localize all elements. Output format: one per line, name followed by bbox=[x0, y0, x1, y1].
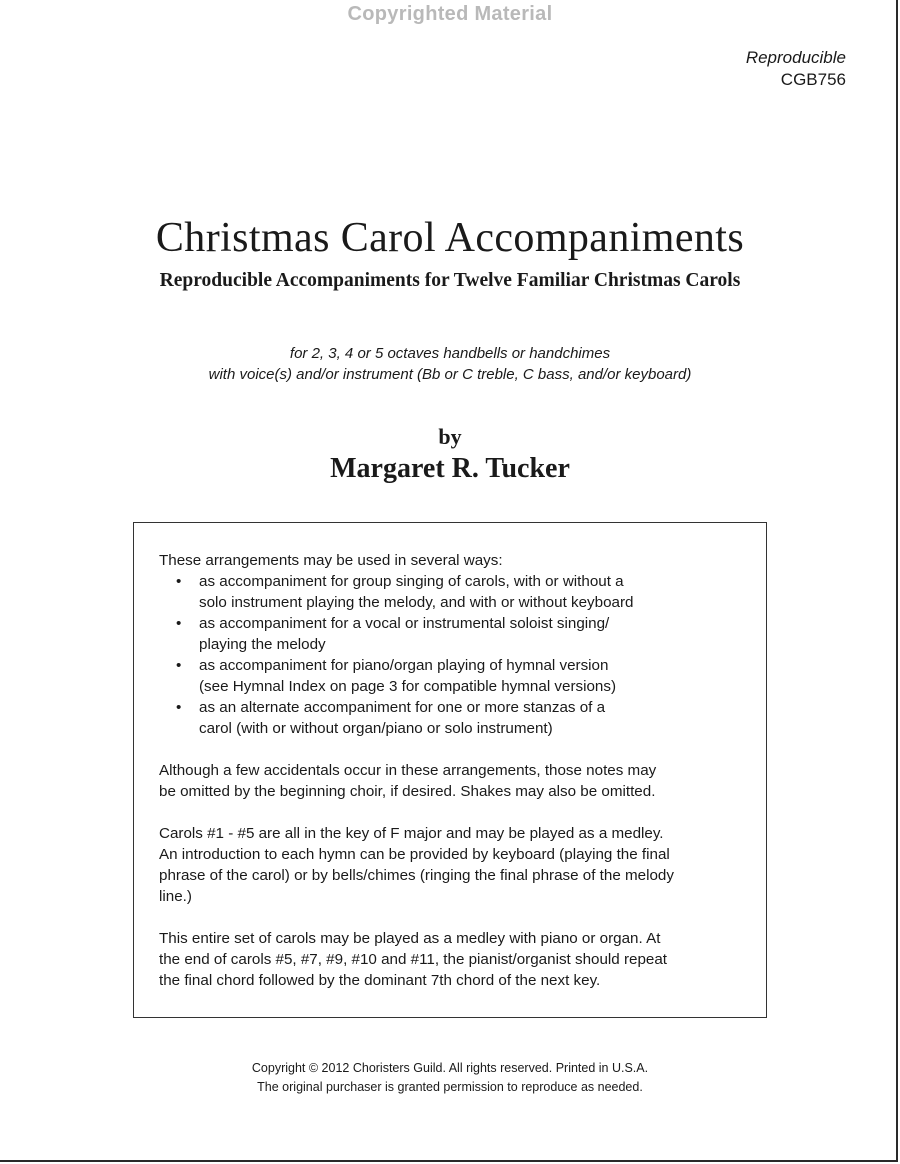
list-item-line: (see Hymnal Index on page 3 for compatible hymnal versions) bbox=[199, 678, 617, 695]
list-item bbox=[159, 613, 749, 655]
medley-key-note bbox=[159, 823, 749, 907]
page-title: Christmas Carol Accompaniments bbox=[155, 215, 745, 261]
by-label: by bbox=[438, 424, 462, 449]
accidentals-note bbox=[159, 760, 749, 802]
notes-box bbox=[133, 522, 767, 1018]
notes-intro: These arrangements may be used in several ways: bbox=[159, 552, 503, 569]
bullet-icon: • bbox=[176, 573, 182, 590]
medley-key-line-2: An introduction to each hymn can be provided by keyboard (playing the final bbox=[159, 846, 670, 863]
list-item-line: as an alternate accompaniment for one or more stanzas of a bbox=[199, 699, 606, 716]
copyright-line-2: The original purchaser is granted permission to reproduce as needed. bbox=[257, 1080, 643, 1094]
bullet-icon: • bbox=[176, 699, 182, 716]
accidentals-line-2: be omitted by the beginning choir, if desired. Shakes may also be omitted. bbox=[159, 783, 656, 800]
list-item-line: as accompaniment for group singing of carols, with or without a bbox=[199, 573, 624, 590]
reproducible-label: Reproducible bbox=[745, 48, 846, 67]
copyright-watermark: Copyrighted Material bbox=[347, 3, 553, 25]
accidentals-line-1: Although a few accidentals occur in these arrangements, those notes may bbox=[159, 762, 657, 779]
scoring-line-1: for 2, 3, 4 or 5 octaves handbells or handchimes bbox=[289, 345, 611, 362]
bullet-icon: • bbox=[176, 615, 182, 632]
list-item-line: as accompaniment for a vocal or instrumental soloist singing/ bbox=[199, 615, 610, 632]
list-item bbox=[159, 655, 749, 697]
scoring-info bbox=[0, 343, 900, 385]
medley-key-line-1: Carols #1 - #5 are all in the key of F major and may be played as a medley. bbox=[159, 825, 664, 842]
list-item-line: playing the melody bbox=[199, 636, 326, 653]
medley-piano-line-1: This entire set of carols may be played as a medley with piano or organ. At bbox=[159, 930, 661, 947]
page-subtitle: Reproducible Accompaniments for Twelve Familiar Christmas Carols bbox=[159, 270, 741, 291]
notes-content bbox=[159, 550, 749, 991]
catalog-number: CGB756 bbox=[780, 70, 846, 89]
author-name: Margaret R. Tucker bbox=[330, 453, 570, 484]
bullet-icon: • bbox=[176, 657, 182, 674]
medley-piano-line-3: the final chord followed by the dominant 7th chord of the next key. bbox=[159, 972, 601, 989]
header-corner bbox=[746, 47, 846, 91]
list-item-line: solo instrument playing the melody, and with or without keyboard bbox=[199, 594, 634, 611]
medley-piano-note bbox=[159, 928, 749, 991]
medley-key-line-4: line.) bbox=[159, 888, 192, 905]
medley-piano-line-2: the end of carols #5, #7, #9, #10 and #11, the pianist/organist should repeat bbox=[159, 951, 668, 968]
scoring-line-2: with voice(s) and/or instrument (Bb or C treble, C bass, and/or keyboard) bbox=[208, 366, 692, 383]
copyright-notice bbox=[0, 1059, 900, 1097]
list-item bbox=[159, 571, 749, 613]
list-item-line: carol (with or without organ/piano or solo instrument) bbox=[199, 720, 553, 737]
usage-list bbox=[159, 571, 749, 739]
list-item-line: as accompaniment for piano/organ playing of hymnal version bbox=[199, 657, 609, 674]
medley-key-line-3: phrase of the carol) or by bells/chimes (ringing the final phrase of the melody bbox=[159, 867, 674, 884]
list-item bbox=[159, 697, 749, 739]
copyright-line-1: Copyright © 2012 Choristers Guild. All rights reserved. Printed in U.S.A. bbox=[251, 1061, 649, 1075]
